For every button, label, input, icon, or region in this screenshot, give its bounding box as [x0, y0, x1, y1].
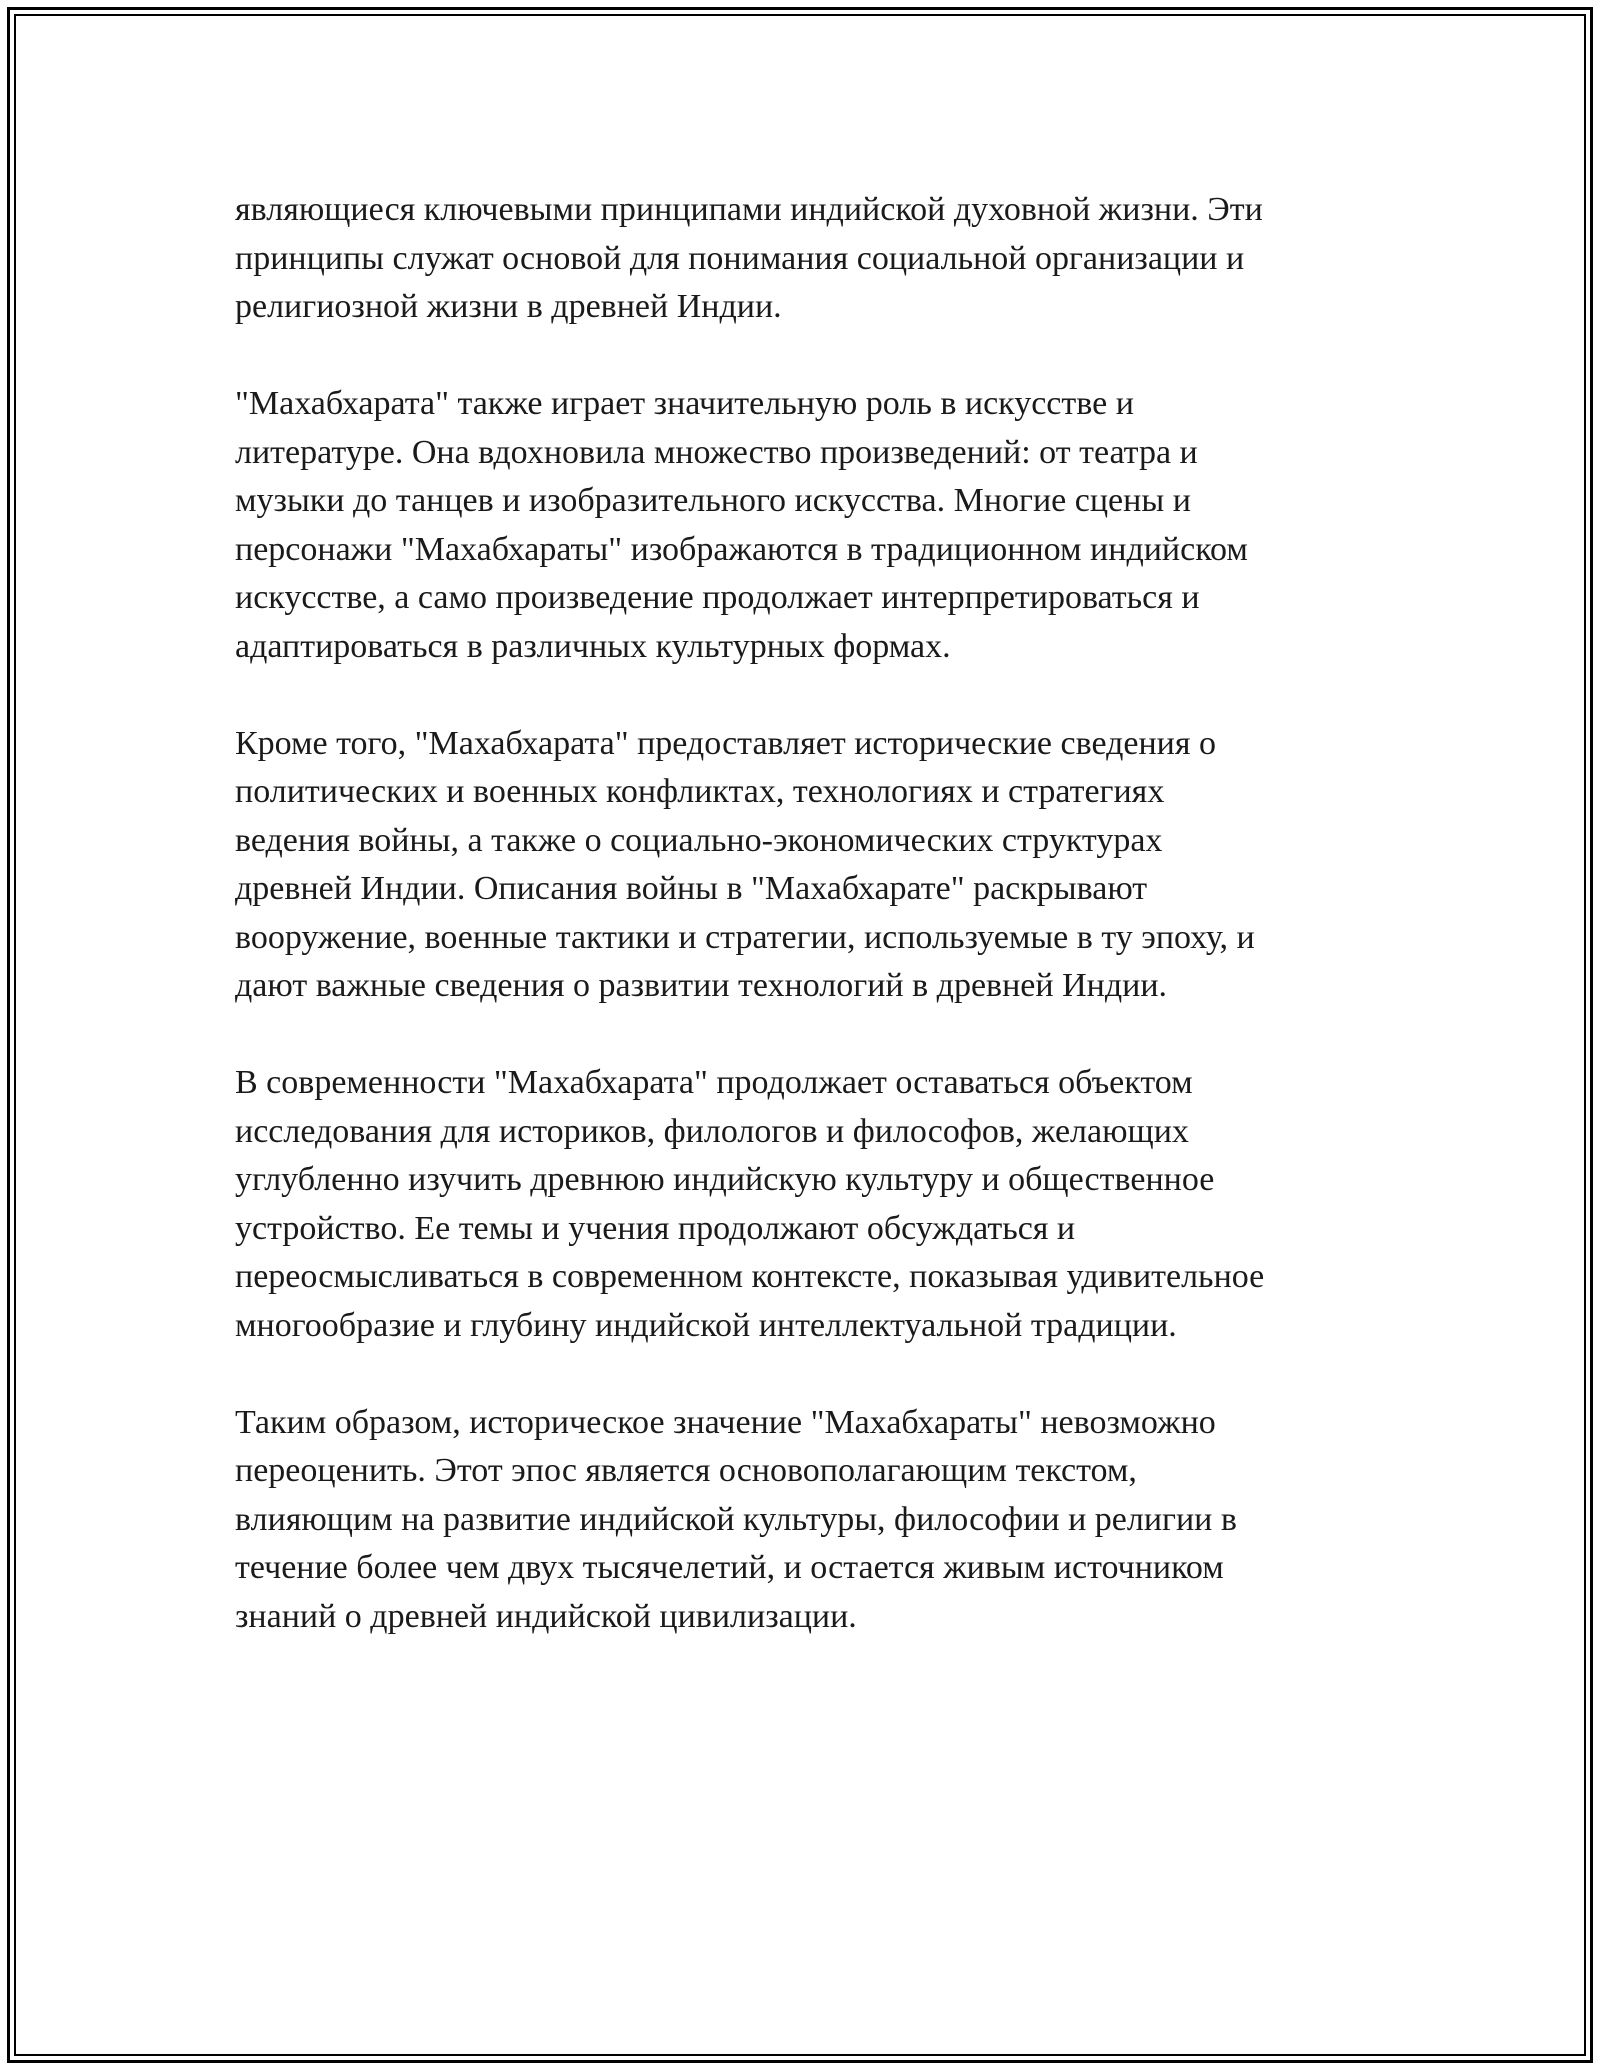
text-line: политических и военных конфликтах, технологиях и стратегиях	[235, 773, 1165, 810]
text-line: течение более чем двух тысячелетий, и остается живым источником	[235, 1549, 1224, 1586]
text-line: В современности "Махабхарата" продолжает оставаться объектом	[235, 1064, 1193, 1101]
text-line: дают важные сведения о развитии технологий в древней Индии.	[235, 967, 1168, 1004]
paragraph-4	[235, 1059, 1375, 1350]
text-line: исследования для историков, филологов и философов, желающих	[235, 1112, 1189, 1150]
text-line: искусстве, а само произведение продолжает интерпретироваться и	[235, 579, 1200, 616]
paragraph-2	[235, 380, 1375, 671]
text-line: музыки до танцев и изобразительного искусства. Многие сцены и	[235, 482, 1191, 519]
text-line: религиозной жизни в древней Индии.	[235, 288, 782, 325]
text-line: древней Индии. Описания войны в "Махабхарате" раскрывают	[235, 870, 1148, 907]
text-line: вооружение, военные тактики и стратегии, используемые в ту эпоху, и	[235, 918, 1255, 956]
text-line: знаний о древней индийской цивилизации.	[235, 1597, 857, 1635]
paragraph-1	[235, 186, 1375, 332]
text-line: принципы служат основой для понимания социальной организации и	[235, 239, 1245, 277]
paragraph-3	[235, 720, 1375, 1011]
text-line: углубленно изучить древнюю индийскую культуру и общественное	[235, 1161, 1215, 1198]
paragraph-5	[235, 1399, 1375, 1642]
text-line: Кроме того, "Махабхарата" предоставляет исторические сведения о	[235, 724, 1217, 762]
text-line: устройство. Ее темы и учения продолжают обсуждаться и	[235, 1209, 1076, 1247]
text-line: персонажи "Махабхараты" изображаются в традиционном индийском	[235, 530, 1248, 568]
text-line: многообразие и глубину индийской интеллектуальной традиции.	[235, 1306, 1177, 1344]
text-line: Таким образом, историческое значение "Махабхараты" невозможно	[235, 1403, 1216, 1441]
text-line: являющиеся ключевыми принципами индийской духовной жизни. Эти	[235, 191, 1263, 228]
text-line: влияющим на развитие индийской культуры, философии и религии в	[235, 1500, 1237, 1538]
text-line: литературе. Она вдохновила множество произведений: от театра и	[235, 433, 1198, 471]
document-body	[235, 186, 1375, 1690]
text-line: переоценить. Этот эпос является основополагающим текстом,	[235, 1452, 1137, 1489]
text-line: адаптироваться в различных культурных формах.	[235, 627, 951, 665]
text-line: "Махабхарата" также играет значительную роль в искусстве и	[235, 385, 1134, 422]
text-line: переосмысливаться в современном контексте, показывая удивительное	[235, 1258, 1265, 1295]
text-line: ведения войны, а также о социально-экономических структурах	[235, 821, 1163, 859]
